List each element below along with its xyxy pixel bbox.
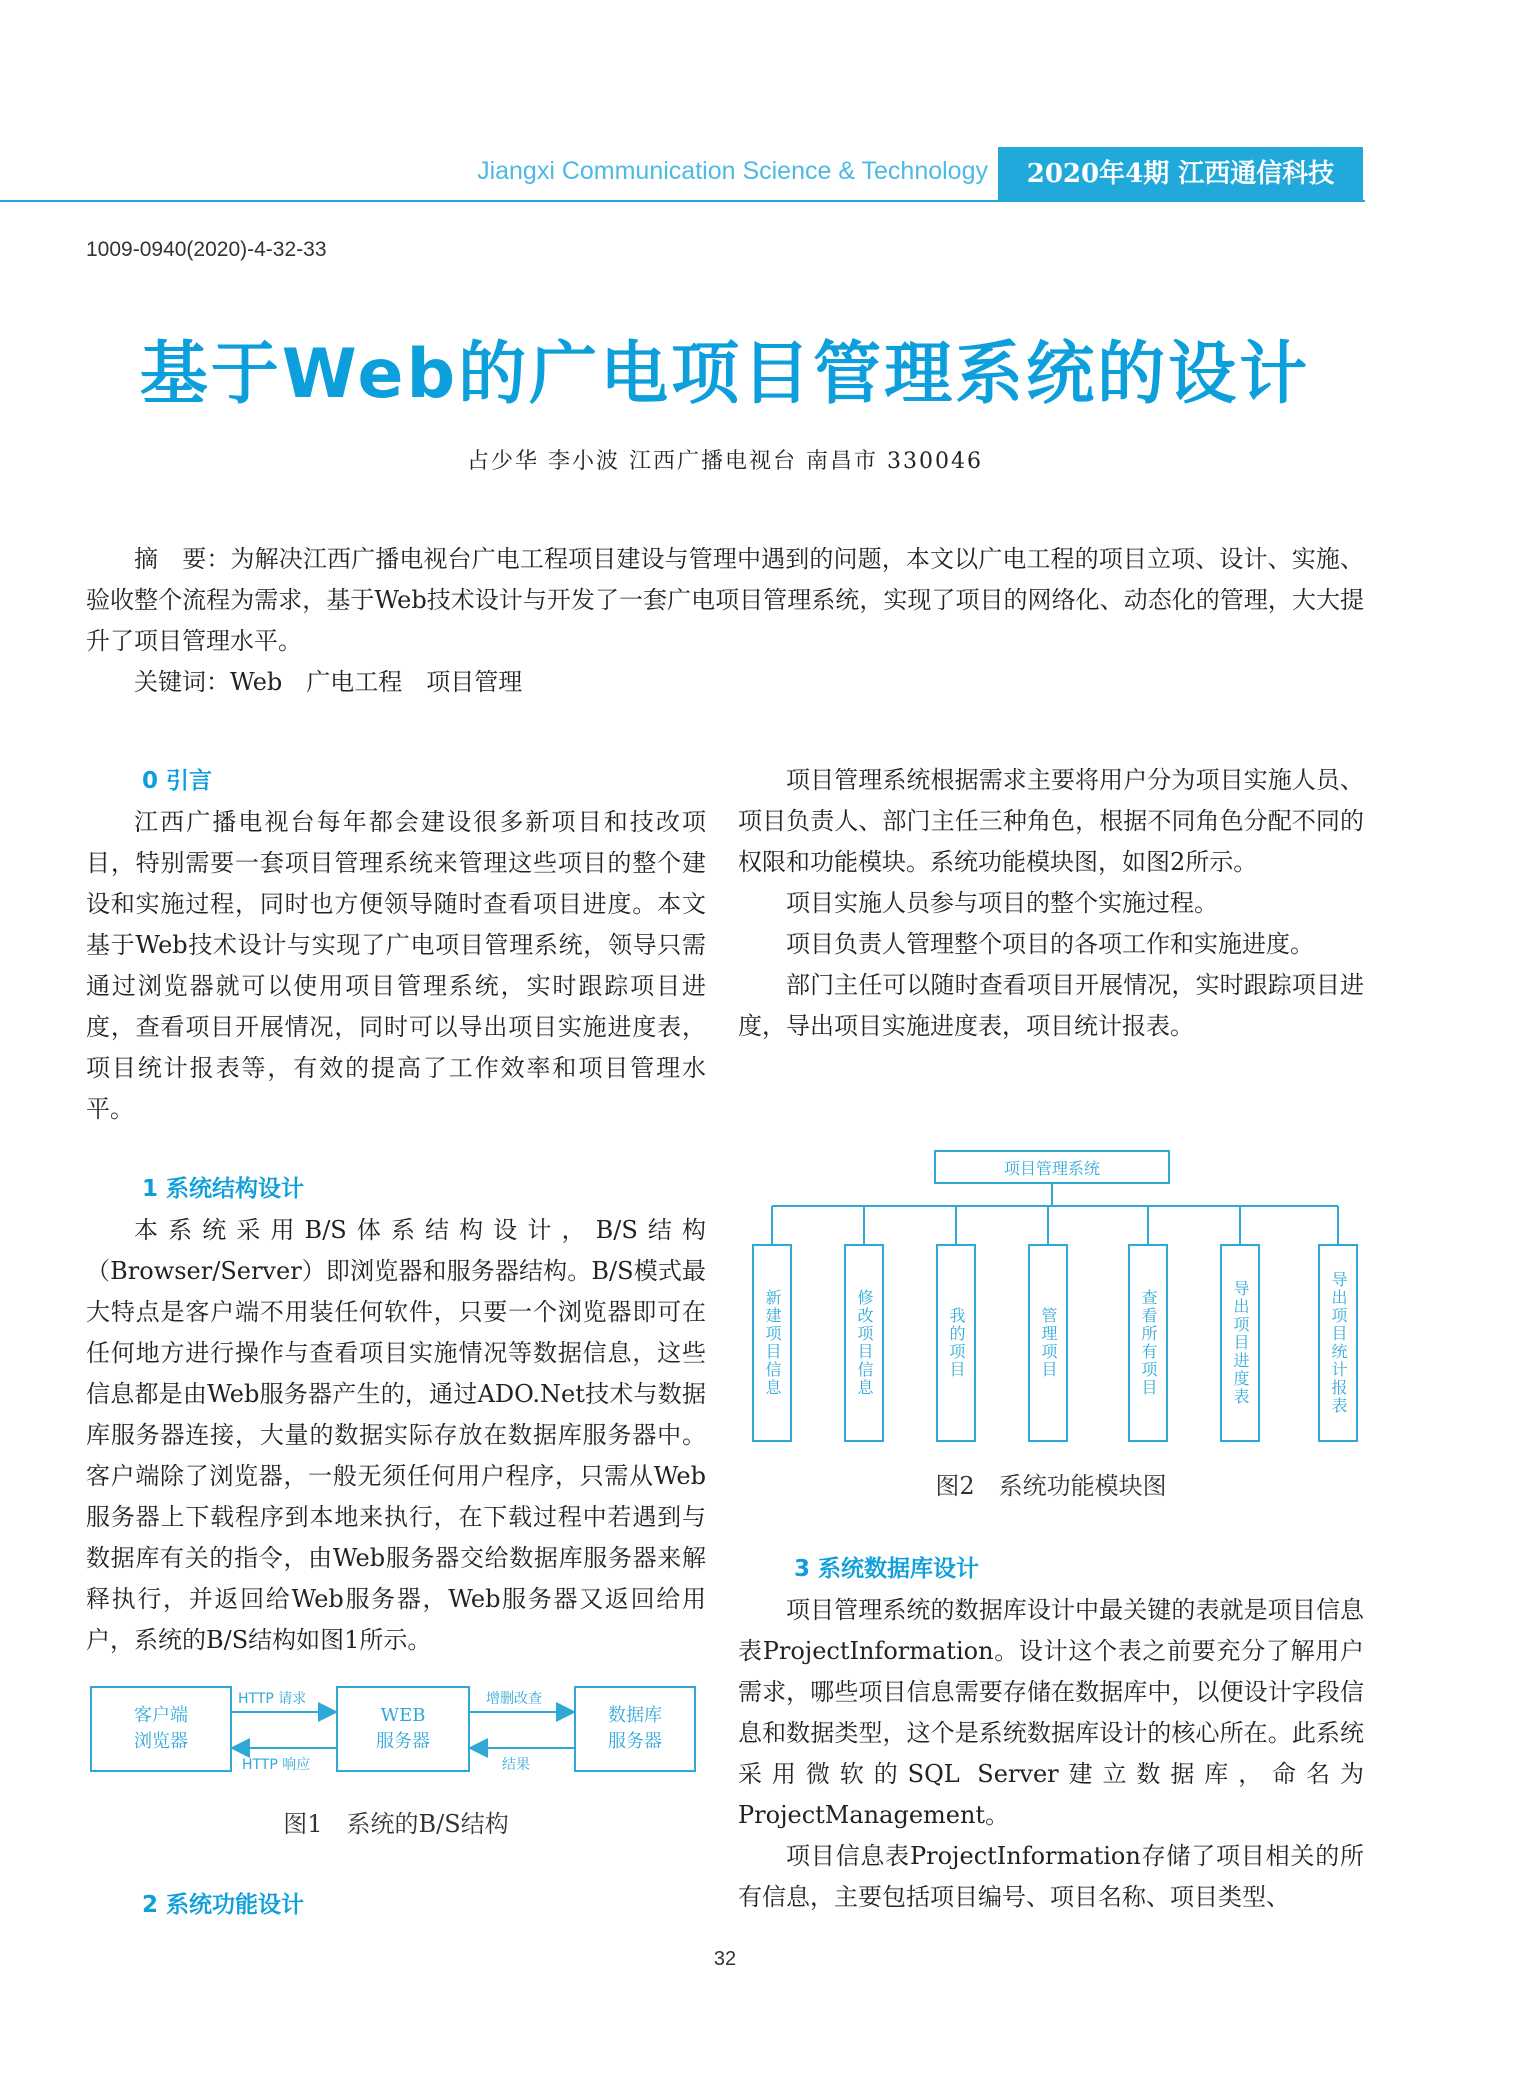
http-request-label: HTTP 请求 (238, 1691, 307, 1707)
document-code: 1009-0940(2020)-4-32-33 (86, 238, 327, 261)
fig2-module-export-stats: 导出项目统计报表 (1318, 1244, 1358, 1442)
section-heading-0: 0 引言 (142, 768, 213, 794)
fig2-module-new: 新建项目信息 (752, 1244, 792, 1442)
figure-2-caption: 图2 系统功能模块图 (935, 1472, 1167, 1500)
section-3-paragraph-1: 项目管理系统的数据库设计中最关键的表就是项目信息表ProjectInformation。设计这个表之前要充分了解用户需求，哪些项目信息需要存储在数据库中，以便设计字段信息和数据类型，这个是系统数据库设计的核心所在。此系统采用微软的SQL Server建立数据库，命名为ProjectManagement。 (738, 1596, 1364, 1829)
section-heading-3: 3 系统数据库设计 (794, 1556, 980, 1582)
section-3 (738, 1548, 1364, 1918)
fig2-module-edit: 修改项目信息 (844, 1244, 884, 1442)
abstract: 摘 要：为解决江西广播电视台广电工程项目建设与管理中遇到的问题，本文以广电工程的项目立项、设计、实施、验收整个流程为需求，基于Web技术设计与开发了一套广电项目管理系统，实现了项目的网络化、动态化的管理，大大提升了项目管理水平。 (86, 545, 1364, 655)
journal-name-en: Jiangxi Communication Science & Technology (477, 157, 988, 185)
section-heading-1: 1 系统结构设计 (142, 1176, 305, 1202)
section-3-paragraph-2: 项目信息表ProjectInformation存储了项目相关的所有信息，主要包括项目编号、项目名称、项目类型、 (738, 1842, 1364, 1911)
section-heading-2: 2 系统功能设计 (142, 1892, 305, 1918)
fig2-root-box: 项目管理系统 (934, 1150, 1170, 1184)
crud-label: 增删改查 (486, 1691, 542, 1707)
db-server-box: 数据库 服务器 (574, 1686, 696, 1772)
section-1-paragraph: 本系统采用B/S体系结构设计，B/S结构（Browser/Server）即浏览器和服务器结构。B/S模式最大特点是客户端不用装任何软件，只要一个浏览器即可在任何地方进行操作与查看项目实施情况等数据信息，这些信息都是由Web服务器产生的，通过ADO.Net技术与数据库服务器连接，大量的数据实际存放在数据库服务器中。客户端除了浏览器，一般无须任何用户程序，只需从Web服务器上下载程序到本地来执行，在下载过程中若遇到与数据库有关的指令，由Web服务器交给数据库服务器来解释执行，并返回给Web服务器，Web服务器又返回给用户，系统的B/S结构如图1所示。 (86, 1216, 706, 1654)
right-paragraph-3: 项目负责人管理整个项目的各项工作和实施进度。 (786, 930, 1314, 958)
paper-title: 基于Web的广电项目管理系统的设计 (139, 335, 1311, 414)
figure-1-caption: 图1 系统的B/S结构 (283, 1810, 509, 1838)
author-line: 占少华 李小波 江西广播电视台 南昌市 330046 (467, 449, 983, 474)
right-paragraph-1: 项目管理系统根据需求主要将用户分为项目实施人员、项目负责人、部门主任三种角色，根据不同角色分配不同的权限和功能模块。系统功能模块图，如图2所示。 (738, 766, 1364, 876)
right-paragraph-4: 部门主任可以随时查看项目开展情况，实时跟踪项目进度，导出项目实施进度表，项目统计报表。 (738, 971, 1364, 1040)
page-number: 32 (713, 1948, 737, 1970)
fig2-module-manage: 管理项目 (1028, 1244, 1068, 1442)
result-label: 结果 (502, 1757, 530, 1773)
fig2-module-export-progress: 导出项目进度表 (1220, 1244, 1260, 1442)
fig2-module-mine: 我的项目 (936, 1244, 976, 1442)
section-0-paragraph: 江西广播电视台每年都会建设很多新项目和技改项目，特别需要一套项目管理系统来管理这些项目的整个建设和实施过程，同时也方便领导随时查看项目进度。本文基于Web技术设计与实现了广电项目管理系统，领导只需通过浏览器就可以使用项目管理系统，实时跟踪项目进度，查看项目开展情况，同时可以导出项目实施进度表，项目统计报表等，有效的提高了工作效率和项目管理水平。 (86, 808, 706, 1123)
web-server-box: WEB 服务器 (336, 1686, 470, 1772)
client-browser-box: 客户端 浏览器 (90, 1686, 232, 1772)
http-response-label: HTTP 响应 (242, 1757, 311, 1773)
right-paragraph-2: 项目实施人员参与项目的整个实施过程。 (786, 889, 1218, 917)
issue-badge: 2020年4期 江西通信科技 (998, 147, 1363, 202)
keywords: 关键词：Web 广电工程 项目管理 (134, 668, 523, 696)
fig2-module-view-all: 查看所有项目 (1128, 1244, 1168, 1442)
